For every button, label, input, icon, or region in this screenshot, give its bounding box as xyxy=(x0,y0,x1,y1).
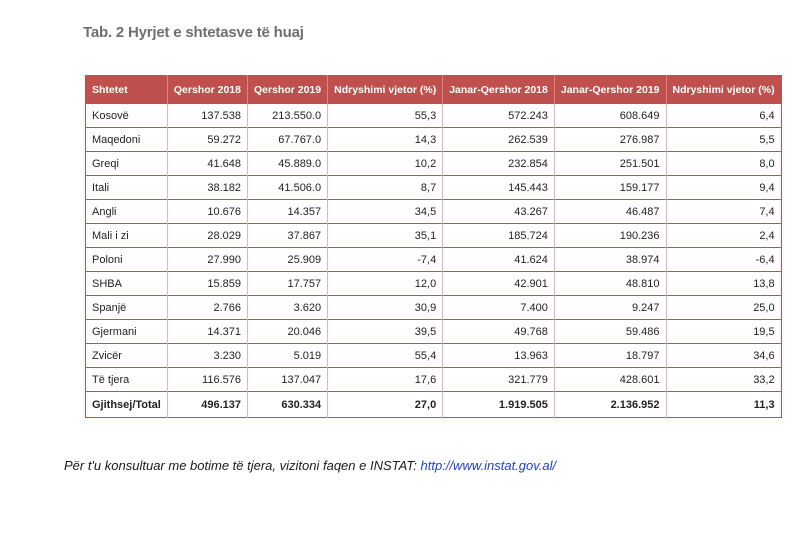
value-cell: 41.624 xyxy=(443,248,555,272)
country-cell: Zvicër xyxy=(86,344,168,368)
column-header: Janar-Qershor 2019 xyxy=(554,76,666,104)
value-cell: 27.990 xyxy=(167,248,247,272)
value-cell: 34,5 xyxy=(328,200,443,224)
value-cell: 45.889.0 xyxy=(247,152,327,176)
value-cell: -7,4 xyxy=(328,248,443,272)
value-cell: 17,6 xyxy=(328,368,443,392)
value-cell: 137.047 xyxy=(247,368,327,392)
value-cell: 3.620 xyxy=(247,296,327,320)
value-cell: 190.236 xyxy=(554,224,666,248)
country-cell: Mali i zi xyxy=(86,224,168,248)
total-label: Gjithsej/Total xyxy=(86,392,168,418)
value-cell: 145.443 xyxy=(443,176,555,200)
total-value: 496.137 xyxy=(167,392,247,418)
value-cell: 59.272 xyxy=(167,128,247,152)
value-cell: 5.019 xyxy=(247,344,327,368)
value-cell: 2,4 xyxy=(666,224,781,248)
table-row xyxy=(86,128,782,152)
value-cell: 15.859 xyxy=(167,272,247,296)
instat-link[interactable]: http://www.instat.gov.al/ xyxy=(420,458,557,473)
value-cell: -6,4 xyxy=(666,248,781,272)
value-cell: 5,5 xyxy=(666,128,781,152)
value-cell: 8,0 xyxy=(666,152,781,176)
value-cell: 46.487 xyxy=(554,200,666,224)
column-header: Qershor 2019 xyxy=(247,76,327,104)
value-cell: 38.974 xyxy=(554,248,666,272)
value-cell: 572.243 xyxy=(443,104,555,128)
value-cell: 55,4 xyxy=(328,344,443,368)
value-cell: 18.797 xyxy=(554,344,666,368)
value-cell: 59.486 xyxy=(554,320,666,344)
value-cell: 30,9 xyxy=(328,296,443,320)
value-cell: 19,5 xyxy=(666,320,781,344)
column-header: Janar-Qershor 2018 xyxy=(443,76,555,104)
value-cell: 10.676 xyxy=(167,200,247,224)
value-cell: 6,4 xyxy=(666,104,781,128)
value-cell: 38.182 xyxy=(167,176,247,200)
value-cell: 276.987 xyxy=(554,128,666,152)
country-cell: Të tjera xyxy=(86,368,168,392)
table-row xyxy=(86,104,782,128)
value-cell: 213.550.0 xyxy=(247,104,327,128)
value-cell: 428.601 xyxy=(554,368,666,392)
total-value: 27,0 xyxy=(328,392,443,418)
table-row xyxy=(86,320,782,344)
value-cell: 7,4 xyxy=(666,200,781,224)
value-cell: 13.963 xyxy=(443,344,555,368)
value-cell: 262.539 xyxy=(443,128,555,152)
value-cell: 159.177 xyxy=(554,176,666,200)
value-cell: 49.768 xyxy=(443,320,555,344)
value-cell: 37.867 xyxy=(247,224,327,248)
value-cell: 8,7 xyxy=(328,176,443,200)
data-table xyxy=(85,75,782,418)
value-cell: 20.046 xyxy=(247,320,327,344)
value-cell: 17.757 xyxy=(247,272,327,296)
value-cell: 232.854 xyxy=(443,152,555,176)
value-cell: 12,0 xyxy=(328,272,443,296)
table-row xyxy=(86,224,782,248)
country-cell: Poloni xyxy=(86,248,168,272)
footer-text: Për t'u konsultuar me botime të tjera, vizitoni faqen e INSTAT: xyxy=(64,458,421,473)
value-cell: 9,4 xyxy=(666,176,781,200)
page-title: Tab. 2 Hyrjet e shtetasve të huaj xyxy=(83,24,304,41)
value-cell: 14.357 xyxy=(247,200,327,224)
value-cell: 608.649 xyxy=(554,104,666,128)
value-cell: 2.766 xyxy=(167,296,247,320)
column-header: Ndryshimi vjetor (%) xyxy=(328,76,443,104)
value-cell: 14.371 xyxy=(167,320,247,344)
total-value: 630.334 xyxy=(247,392,327,418)
value-cell: 13,8 xyxy=(666,272,781,296)
country-cell: Gjermani xyxy=(86,320,168,344)
table-row xyxy=(86,272,782,296)
value-cell: 116.576 xyxy=(167,368,247,392)
table-total-row xyxy=(86,392,782,418)
value-cell: 28.029 xyxy=(167,224,247,248)
value-cell: 10,2 xyxy=(328,152,443,176)
table-row xyxy=(86,200,782,224)
value-cell: 35,1 xyxy=(328,224,443,248)
value-cell: 137.538 xyxy=(167,104,247,128)
total-value: 11,3 xyxy=(666,392,781,418)
country-cell: Itali xyxy=(86,176,168,200)
country-cell: Spanjë xyxy=(86,296,168,320)
country-cell: Maqedoni xyxy=(86,128,168,152)
footer-note xyxy=(64,458,556,473)
country-cell: Greqi xyxy=(86,152,168,176)
value-cell: 321.779 xyxy=(443,368,555,392)
value-cell: 34,6 xyxy=(666,344,781,368)
country-cell: SHBA xyxy=(86,272,168,296)
value-cell: 67.767.0 xyxy=(247,128,327,152)
total-value: 2.136.952 xyxy=(554,392,666,418)
value-cell: 3.230 xyxy=(167,344,247,368)
value-cell: 25.909 xyxy=(247,248,327,272)
value-cell: 55,3 xyxy=(328,104,443,128)
value-cell: 39,5 xyxy=(328,320,443,344)
value-cell: 43.267 xyxy=(443,200,555,224)
country-cell: Kosovë xyxy=(86,104,168,128)
column-header: Ndryshimi vjetor (%) xyxy=(666,76,781,104)
country-cell: Angli xyxy=(86,200,168,224)
table-row xyxy=(86,152,782,176)
table-header-row xyxy=(86,76,782,104)
table-row xyxy=(86,368,782,392)
table-row xyxy=(86,344,782,368)
value-cell: 185.724 xyxy=(443,224,555,248)
value-cell: 25,0 xyxy=(666,296,781,320)
value-cell: 41.506.0 xyxy=(247,176,327,200)
column-header: Qershor 2018 xyxy=(167,76,247,104)
table-row xyxy=(86,296,782,320)
value-cell: 41.648 xyxy=(167,152,247,176)
column-header: Shtetet xyxy=(86,76,168,104)
total-value: 1.919.505 xyxy=(443,392,555,418)
value-cell: 33,2 xyxy=(666,368,781,392)
value-cell: 14,3 xyxy=(328,128,443,152)
table-row xyxy=(86,176,782,200)
value-cell: 251.501 xyxy=(554,152,666,176)
value-cell: 7.400 xyxy=(443,296,555,320)
table-row xyxy=(86,248,782,272)
value-cell: 48.810 xyxy=(554,272,666,296)
value-cell: 9.247 xyxy=(554,296,666,320)
value-cell: 42.901 xyxy=(443,272,555,296)
